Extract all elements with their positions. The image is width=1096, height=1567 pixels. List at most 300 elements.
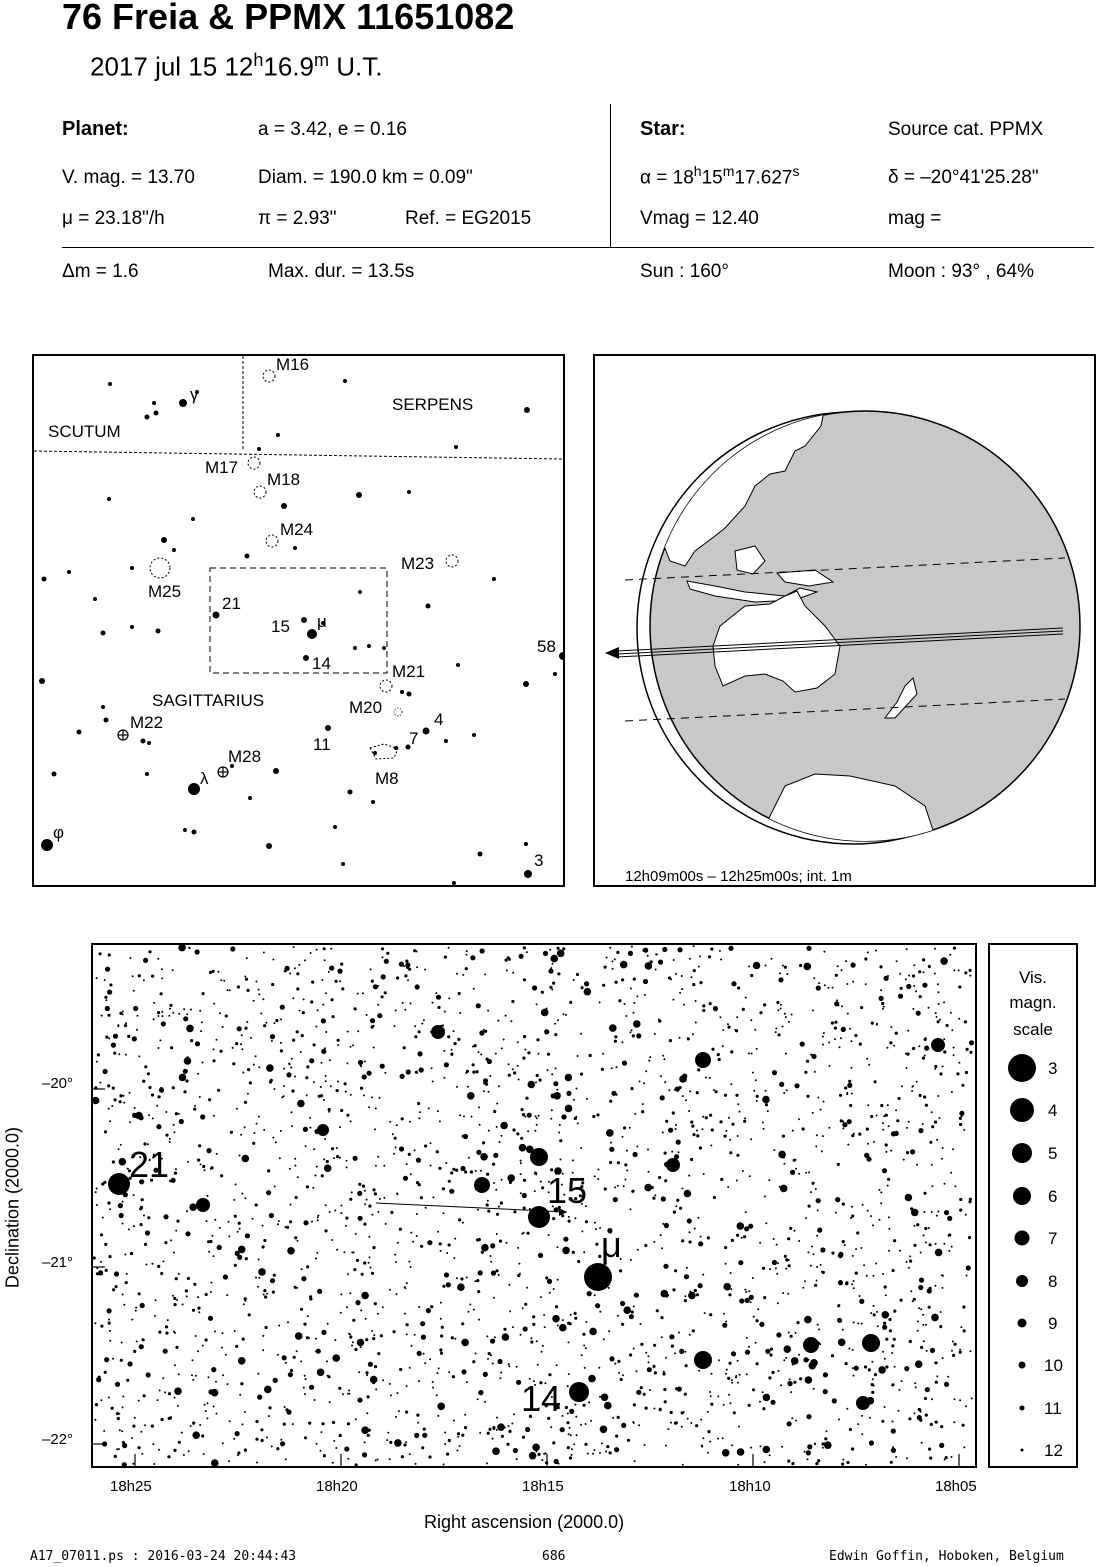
field-star (465, 967, 468, 970)
field-star (934, 948, 936, 950)
field-star (702, 1274, 704, 1276)
field-star (492, 1438, 494, 1440)
field-star (406, 966, 409, 969)
field-star (831, 1354, 834, 1357)
field-star (498, 1274, 500, 1276)
field-star (522, 1436, 525, 1439)
field-star (439, 1120, 441, 1122)
field-star (731, 1123, 734, 1126)
field-star (253, 1000, 255, 1002)
field-star (230, 946, 235, 951)
field-star (835, 1197, 840, 1202)
field-star (119, 1158, 127, 1166)
field-star (891, 1352, 893, 1354)
field-star (368, 1236, 370, 1238)
field-star (175, 1230, 177, 1232)
field-star (541, 1351, 543, 1353)
field-star (280, 1439, 282, 1441)
ytick-label: –21° (42, 1254, 74, 1271)
field-star (255, 1203, 258, 1206)
field-star (297, 1240, 299, 1242)
field-star (622, 1136, 624, 1138)
field-star (263, 952, 265, 954)
field-star (566, 1421, 569, 1424)
field-star (440, 1334, 443, 1337)
field-star (606, 1129, 614, 1137)
field-star (157, 1265, 160, 1268)
field-star (538, 1253, 543, 1258)
field-star (820, 1264, 822, 1266)
field-star (282, 1355, 287, 1360)
field-star (869, 1440, 874, 1445)
label-15: 15 (547, 1170, 588, 1211)
field-star (937, 1211, 939, 1213)
field-star (756, 1048, 758, 1050)
field-star (689, 1231, 691, 1233)
field-star (293, 946, 295, 948)
star-declination: δ = –20°41'25.28" (888, 167, 1039, 188)
field-star (517, 1041, 519, 1043)
field-star (821, 1150, 823, 1152)
field-star (356, 1259, 359, 1262)
field-star (901, 1085, 903, 1087)
field-star (286, 1226, 289, 1229)
field-star (430, 1142, 432, 1144)
field-star (629, 1314, 634, 1319)
field-star (364, 1061, 366, 1063)
field-star (244, 1027, 247, 1030)
field-star (888, 1250, 890, 1252)
field-star (118, 1053, 120, 1055)
field-star (281, 1096, 283, 1098)
field-star (768, 1179, 770, 1181)
field-star (458, 992, 461, 995)
field-star (849, 1028, 851, 1030)
field-star (367, 1395, 370, 1398)
field-star (681, 1187, 683, 1189)
field-star (944, 1382, 949, 1387)
field-star (118, 1148, 120, 1150)
field-star (890, 1150, 892, 1152)
field-star (479, 1030, 484, 1035)
field-star (585, 1423, 587, 1425)
field-star (954, 1343, 957, 1346)
field-star (813, 1253, 815, 1255)
field-star (912, 1300, 914, 1302)
field-star (803, 1357, 808, 1362)
field-star (208, 1316, 213, 1321)
field-star (207, 1402, 209, 1404)
field-star (351, 1251, 353, 1253)
field-star (576, 973, 579, 976)
field-star (561, 1114, 566, 1119)
field-star (951, 1246, 953, 1248)
field-star (383, 1197, 385, 1199)
field-star (316, 1166, 318, 1168)
field-star (684, 1190, 692, 1198)
field-star (406, 1385, 408, 1387)
field-star (260, 1428, 263, 1431)
field-star (753, 962, 761, 970)
field-star (819, 1343, 821, 1345)
field-star (168, 1392, 171, 1395)
field-star (608, 1330, 610, 1332)
field-star (852, 1367, 854, 1369)
field-star (864, 1153, 869, 1158)
field-star (375, 1107, 377, 1109)
field-star (530, 1337, 532, 1339)
field-star (518, 1079, 520, 1081)
field-star (883, 1115, 885, 1117)
field-star (552, 982, 555, 985)
field-star (864, 1365, 867, 1368)
field-star (439, 1348, 442, 1351)
field-star (595, 1228, 597, 1230)
field-star (614, 1363, 616, 1365)
field-star (210, 1166, 213, 1169)
field-star (662, 1372, 665, 1375)
field-star (138, 974, 141, 977)
field-star (464, 1170, 467, 1173)
field-star (247, 1093, 249, 1095)
field-star (408, 1261, 410, 1263)
label-m18: M18 (267, 470, 301, 489)
field-star (468, 1157, 470, 1159)
field-star (452, 1375, 455, 1378)
field-star (558, 1463, 560, 1465)
field-star (490, 1339, 495, 1344)
field-star (104, 1130, 107, 1133)
field-star (161, 1021, 166, 1026)
field-star (938, 991, 940, 993)
field-star (891, 1344, 894, 1347)
cluster-m17 (248, 457, 260, 469)
field-star (178, 1441, 181, 1444)
field-star (316, 1443, 318, 1445)
field-star (616, 1066, 618, 1068)
field-star (368, 1262, 370, 1264)
field-star (382, 956, 384, 958)
field-star (317, 1009, 319, 1011)
field-star (617, 1185, 619, 1187)
field-star (891, 1429, 896, 1434)
field-star (866, 1275, 868, 1277)
field-star (923, 1192, 926, 1195)
legend-dot-8 (1016, 1275, 1028, 1287)
field-star (303, 1323, 306, 1326)
field-star (698, 1370, 700, 1372)
field-star (169, 1180, 171, 1182)
field-star (244, 1126, 246, 1128)
field-star (214, 1331, 216, 1333)
field-star (707, 1430, 710, 1433)
field-star (536, 1340, 538, 1342)
field-star (853, 1287, 855, 1289)
field-star (143, 958, 148, 963)
field-star (362, 992, 364, 994)
field-star (911, 1086, 913, 1088)
field-star (963, 1329, 966, 1332)
field-star (681, 975, 683, 977)
field-star (815, 1145, 817, 1147)
field-star (785, 1268, 787, 1270)
field-star (323, 947, 326, 950)
field-star (881, 1420, 884, 1423)
field-star (223, 980, 225, 982)
field-star (876, 1311, 878, 1313)
field-star (316, 1252, 318, 1254)
field-star (96, 1272, 99, 1275)
field-star (585, 1321, 587, 1323)
field-star (273, 1274, 276, 1277)
field-star (802, 1287, 804, 1289)
field-star (782, 1135, 785, 1138)
field-star (125, 1022, 127, 1024)
field-star (908, 1417, 911, 1420)
field-star (544, 1029, 549, 1034)
field-star (526, 1287, 528, 1289)
field-star (842, 1127, 844, 1129)
field-star (571, 1448, 573, 1450)
field-star (368, 1362, 373, 1367)
field-star (404, 974, 407, 977)
field-star (811, 1246, 813, 1248)
field-star (512, 1068, 514, 1070)
field-star (357, 1398, 362, 1403)
field-star (350, 1120, 352, 1122)
field-star (879, 996, 884, 1001)
planet-motion: μ = 23.18"/h (62, 208, 165, 229)
field-star (939, 1019, 941, 1021)
field-star (142, 1338, 145, 1341)
field-star (126, 1379, 129, 1382)
field-star (364, 1203, 366, 1205)
field-star (437, 1415, 439, 1417)
field-star (668, 1089, 670, 1091)
label-14: 14 (312, 654, 331, 673)
field-star (636, 1390, 641, 1395)
field-star (271, 1446, 273, 1448)
field-star (810, 1359, 818, 1367)
field-star (752, 1072, 754, 1074)
field-star (725, 1263, 727, 1265)
field-star (842, 1459, 844, 1461)
field-star (816, 1266, 818, 1268)
field-star (814, 1443, 816, 1445)
field-star (174, 1387, 182, 1395)
field-star (812, 1010, 814, 1012)
field-star (690, 1121, 693, 1124)
field-star (446, 1453, 449, 1456)
field-star (492, 1363, 494, 1365)
field-star (792, 1364, 794, 1366)
field-star (153, 1002, 155, 1004)
legend-dot-3 (1008, 1054, 1036, 1082)
field-star (142, 1080, 145, 1083)
field-star (930, 1348, 935, 1353)
field-star (739, 1374, 741, 1376)
field-star (953, 1398, 955, 1400)
legend-svg (990, 945, 1076, 1466)
field-star (964, 971, 967, 974)
star-vmag: Vmag = 12.40 (640, 208, 759, 229)
field-star (537, 1453, 540, 1456)
field-star (240, 1043, 242, 1045)
field-star (448, 1243, 451, 1246)
label-m16: M16 (276, 356, 310, 374)
field-star (245, 978, 248, 981)
legend-dot-4 (1010, 1098, 1034, 1122)
field-star (735, 1375, 737, 1377)
field-star (208, 1251, 210, 1253)
bright-star (695, 1052, 711, 1068)
field-star (301, 1268, 303, 1270)
field-star (442, 1187, 445, 1190)
field-star (710, 1403, 713, 1406)
field-star (851, 1283, 853, 1285)
field-star (157, 1011, 160, 1014)
field-star (687, 1218, 692, 1223)
field-star (764, 1195, 766, 1197)
field-star (696, 1134, 699, 1137)
cluster-m18 (254, 486, 266, 498)
field-star (632, 1034, 635, 1037)
field-star (360, 1065, 362, 1067)
field-star (681, 1411, 684, 1414)
field-star (828, 987, 830, 989)
field-star (199, 1096, 201, 1098)
field-star (234, 1330, 236, 1332)
legend-dot-12 (1021, 1449, 1024, 1452)
field-star (487, 1210, 490, 1213)
field-star (925, 1104, 928, 1107)
field-star (805, 1172, 807, 1174)
field-star (357, 1030, 359, 1032)
field-star (923, 1211, 925, 1213)
field-star (892, 1446, 894, 1448)
field-star (637, 1249, 639, 1251)
field-star (325, 1080, 327, 1082)
field-star (861, 1415, 863, 1417)
field-star (178, 1373, 180, 1375)
field-star (764, 1461, 766, 1463)
field-star (609, 1100, 612, 1103)
field-star (516, 1458, 518, 1460)
field-star (362, 1452, 367, 1457)
field-star (187, 1161, 189, 1163)
field-star (574, 1317, 577, 1320)
field-star (363, 1261, 366, 1264)
field-star (178, 1113, 180, 1115)
field-star (588, 1375, 596, 1383)
field-star (562, 1319, 564, 1321)
legend-mag-label: 10 (1044, 1356, 1063, 1375)
field-star (581, 1230, 583, 1232)
field-star (202, 1062, 204, 1064)
field-star (496, 1213, 499, 1216)
field-star (837, 965, 839, 967)
field-star (161, 1418, 164, 1421)
legend-title: scale (1013, 1020, 1053, 1039)
field-star (167, 1455, 170, 1458)
field-star (213, 1255, 215, 1257)
field-star (789, 1378, 791, 1380)
magnitude-drop: Δm = 1.6 (62, 261, 139, 282)
field-star (562, 1247, 570, 1255)
field-star (323, 1099, 325, 1101)
star-11 (325, 725, 331, 731)
field-star (518, 1263, 520, 1265)
field-star (820, 1247, 825, 1252)
field-star (436, 1394, 438, 1396)
field-star (255, 1277, 257, 1279)
field-star (335, 1447, 337, 1449)
label-m20: M20 (349, 698, 383, 717)
globe-time-caption: 12h09m00s – 12h25m00s; int. 1m (625, 868, 852, 885)
field-star (314, 1399, 316, 1401)
field-star (517, 1274, 520, 1277)
field-star (559, 1124, 561, 1126)
field-star (368, 1205, 371, 1208)
field-star (898, 1410, 900, 1412)
field-star (781, 1446, 783, 1448)
field-star (339, 1157, 341, 1159)
field-star (918, 1307, 920, 1309)
field-star (186, 1025, 194, 1033)
field-star (193, 1283, 196, 1286)
field-star (337, 1044, 339, 1046)
field-star (794, 1083, 799, 1088)
field-star (861, 1433, 863, 1435)
field-star (442, 1285, 445, 1288)
field-star (133, 1194, 135, 1196)
field-star (511, 1423, 513, 1425)
field-star (107, 1201, 110, 1204)
field-star (412, 1241, 414, 1243)
field-star (669, 1039, 672, 1042)
field-star (661, 1295, 663, 1297)
field-star (528, 1081, 536, 1089)
ytick-label: –20° (42, 1075, 74, 1092)
field-star (211, 1235, 213, 1237)
field-star (305, 1378, 307, 1380)
field-star (331, 1239, 333, 1241)
field-star (574, 1404, 576, 1406)
field-star (936, 1375, 938, 1377)
field-star (429, 1358, 431, 1360)
field-star (323, 1454, 326, 1457)
field-star (476, 1238, 479, 1241)
field-star (568, 1216, 570, 1218)
field-star (253, 1064, 255, 1066)
field-star (595, 1243, 598, 1246)
field-star (154, 1315, 156, 1317)
field-star (226, 1294, 228, 1296)
field-star (520, 1334, 522, 1336)
field-star (621, 1423, 626, 1428)
field-star (772, 1371, 775, 1374)
field-star (725, 1321, 727, 1323)
field-star (158, 1047, 160, 1049)
field-star (440, 1352, 443, 1355)
star-chart (91, 943, 977, 1468)
field-star (664, 1179, 667, 1182)
field-star (155, 1299, 157, 1301)
field-star (285, 966, 290, 971)
field-star (846, 1408, 848, 1410)
field-star (765, 1090, 767, 1092)
field-star (915, 990, 917, 992)
